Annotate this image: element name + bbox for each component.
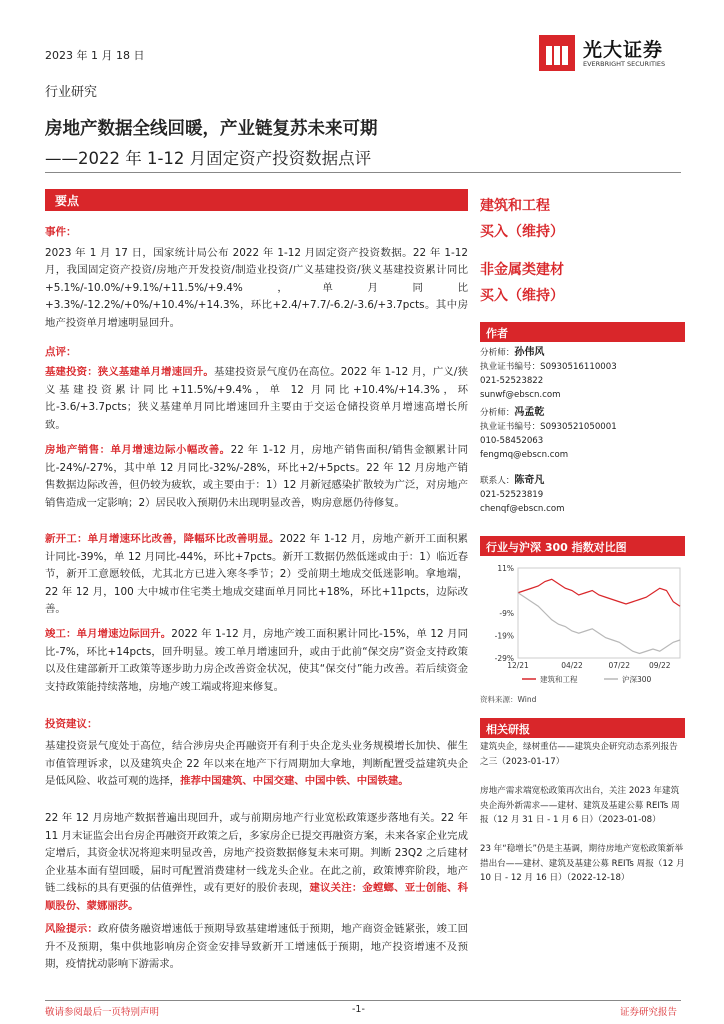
y-tick-label: -29% (494, 654, 514, 663)
x-tick-label: 12/21 (507, 661, 529, 670)
authors-header (480, 322, 685, 342)
chart-plot-frame (518, 568, 680, 658)
y-tick-label: 11% (497, 564, 514, 573)
rating-industry: 建筑和工程 (480, 198, 550, 214)
author-role: 分析师： (480, 408, 515, 418)
legend-label: 沪深300 (622, 675, 652, 684)
keypoints-label: 要点 (55, 194, 80, 208)
risk-label: 风险提示： (45, 923, 98, 935)
author-phone: 021-52523822 (480, 376, 544, 386)
series-line-沪深300 (518, 593, 680, 654)
author-cert: 执业证书编号：S0930516110003 (480, 362, 617, 372)
author-role: 分析师： (480, 348, 515, 358)
paragraph-lead: 基建投资：狭义基建单月增速回升。 (45, 366, 214, 378)
logo-chinese: 光大证券 (583, 39, 664, 61)
invest-text: 22 年 12 月房地产数据普遍出现回升，或与前期房地产行业宽松政策逐步落地有关。22 年 11 月末证监会出台房企再融资开政策之后，多家房企已提交再融资方案，未来各家企业完成定增后，其资金状况将迎来明显改善，房地产投资数据修复未来可期。判断 23Q2 之后建材企业基本面有望回暖，届时可配置消费建材一线龙头企业。在此之前，政策博弈阶段，地产链二线标的具有更强的估值弹性，或有更好的股价表现， (45, 812, 468, 895)
comment-label: 点评： (45, 346, 77, 358)
keypoints-header (45, 189, 468, 211)
invest-recommendation: 推荐中国建筑、中国交建、中国中铁、中国铁建。 (180, 775, 409, 788)
rating-2 (480, 259, 685, 305)
comment-label-wrap (45, 344, 468, 362)
paragraph-infrastructure (45, 364, 468, 434)
rating-value: 买入（维持） (480, 224, 564, 240)
x-tick-label: 07/22 (608, 661, 631, 670)
paragraph-lead: 新开工：单月增速环比改善，降幅环比改善明显。 (45, 533, 280, 545)
author-name: 孙伟风 (514, 347, 545, 358)
chart-header (480, 536, 685, 556)
paragraph-text: 基建投资景气度仍在高位。2022 年 1-12 月，广义/狭义基建投资累计同比+11.5%/+9.4%，单 12 月同比+10.4%/+14.3%，环比-3.6/+3.7pcts；狭义基建单月同比增速回升主要由于交运仓储投资单月增速高增长所致。 (45, 366, 468, 431)
paragraph-text: 2022 年 1-12 月，房地产竣工面积累计同比-15%，单 12 月同比-7%，环比+14pcts，回升明显。竣工单月增速回升，或由于此前“保交房”资金支持政策以及住建部新开工政策等逐步助力房企改善资金状况，使其“保交付”能力改善。若后续资金支持政策能持续落地，房地产竣工端或将迎来修复。 (45, 628, 469, 693)
chart-source: 资料来源：Wind (480, 695, 537, 704)
rating-value: 买入（维持） (480, 288, 564, 304)
invest-paragraph-1 (45, 738, 468, 791)
related-header (480, 718, 685, 738)
everbright-logo-icon (537, 33, 579, 73)
brand-logo (537, 33, 687, 75)
related-label: 相关研报 (486, 723, 530, 736)
x-tick-label: 04/22 (561, 661, 583, 670)
footer-page-number: -1- (352, 1004, 365, 1015)
logo-english: EVERBRIGHT SECURITIES (583, 60, 666, 68)
risk-text: 政府债务融资增速低于预期导致基建增速低于预期，地产商资金链紧张，竣工回升不及预期，集中供地影响房企资金安排导致新开工增速低于预期，地产投资增速不及预期，疫情扰动影响下游需求。 (45, 923, 469, 971)
author-email[interactable]: chenqf@ebscn.com (480, 504, 565, 514)
author-3 (480, 474, 685, 516)
paragraph-text: 2022 年 1-12 月，房地产新开工面积累计同比-39%，单 12 月同比-44%，环比+7pcts。新开工数据仍然低迷或由于：1）临近春节，新开工意愿较低，尤其北方已进入寒冬季节；2）受前期土地成交低迷影响。拿地端，22 年 12 月，100 大中城市住宅类土地成交建面单月同比+18%，环比+11pcts，边际改善。 (45, 533, 469, 616)
invest-label-wrap (45, 716, 468, 734)
y-tick-label: -9% (499, 609, 514, 618)
invest-paragraph-2 (45, 810, 468, 916)
event-section (45, 224, 468, 333)
invest-label: 投资建议： (45, 718, 98, 730)
author-email[interactable]: sunwf@ebscn.com (480, 390, 561, 400)
chart-label: 行业与沪深 300 指数对比图 (486, 541, 627, 554)
author-cert: 执业证书编号：S0930521050001 (480, 422, 617, 432)
report-date: 2023 年 1 月 18 日 (45, 49, 145, 62)
header-divider (45, 172, 681, 173)
author-email[interactable]: fengmq@ebscn.com (480, 450, 569, 460)
series-line-建筑和工程 (518, 579, 680, 606)
author-phone: 021-52523819 (480, 490, 544, 500)
event-text: 2023 年 1 月 17 日，国家统计局公布 2022 年 1-12 月固定资产投资数据。22 年 1-12 月，我国固定资产投资/房地产开发投资/制造业投资/广义基建投资/狭义基建投资累计同比+5.1%/-10.0%/+9.1%/+11.5%/+9.4%，单月同比+3.3%/-12.2%/+0%/+10.4%/+14.3%，环比+2.4/+7.7/-6.2/-3.6/+3.7pcts。其中房地产投资单月增速明显回升。 (45, 246, 468, 329)
performance-chart (480, 560, 685, 692)
rating-industry: 非金属类建材 (480, 262, 564, 278)
related-item[interactable]: 建筑央企，绿树重估——建筑央企研究动态系列报告之三（2023-01-17） (480, 742, 678, 767)
rating-1 (480, 195, 685, 241)
paragraph-lead: 房地产销售：单月增速边际小幅改善。 (45, 444, 231, 456)
invest-recommendation: 建议关注：金螳螂、亚士创能、科顺股份、蒙娜丽莎。 (45, 882, 469, 912)
risk-section (45, 921, 468, 974)
y-tick-label: -19% (494, 631, 514, 641)
x-tick-label: 09/22 (648, 661, 671, 670)
footer-divider (45, 1000, 681, 1001)
author-1 (480, 346, 685, 402)
paragraph-new-starts (45, 531, 468, 619)
report-title: 房地产数据全线回暖，产业链复苏未来可期 (45, 119, 378, 139)
related-item[interactable]: 房地产需求端宽松政策再次出台，关注 2023 年建筑央企海外新需求——建材、建筑及基建公募 REITs 周报（12 月 31 日 - 1 月 6 日）（2023-01-08） (480, 786, 680, 825)
related-item[interactable]: 23 年“稳增长”仍是主基调，期待房地产宽松政策新举措出台——建材、建筑及基建公募 REITs 周报（12 月 10 日 - 12 月 16 日）（2022-12-18） (480, 844, 685, 883)
invest-text: 基建投资景气度处于高位，结合涉房央企再融资开有利于央企龙头业务规模增长加快、催生市值管理诉求，以及建筑央企 22 年以来在地产下行周期加大拿地，判断配置受益建筑央企是低风险、收益可观的选择， (45, 740, 468, 788)
author-phone: 010-58452063 (480, 436, 544, 446)
author-2 (480, 406, 685, 462)
author-name: 冯孟乾 (514, 407, 545, 418)
footer-report-type: 证券研究报告 (620, 1007, 678, 1018)
paragraph-property-sales (45, 442, 468, 512)
author-name: 陈奇凡 (514, 475, 545, 486)
authors-label: 作者 (486, 327, 508, 340)
author-role: 联系人： (480, 476, 515, 486)
paragraph-text: 22 年 1-12 月，房地产销售面积/销售金额累计同比-24%/-27%，其中单 12 月同比-32%/-28%，环比+2/+5pcts。22 年 12 月房地产销售数据边际改善，但仍较为疲软，或主要由于：1）12 月新冠感染扩散较为广泛，对房地产销售造成一定影响；2）居民收入预期仍未出现明显改善，购房意愿仍待修复。 (45, 444, 469, 509)
legend-label: 建筑和工程 (540, 675, 578, 684)
report-category: 行业研究 (45, 85, 98, 100)
event-label: 事件： (45, 226, 77, 238)
footer-disclaimer[interactable]: 敬请参阅最后一页特别声明 (45, 1007, 160, 1018)
paragraph-completion (45, 626, 468, 696)
paragraph-lead: 竣工：单月增速边际回升。 (45, 628, 172, 640)
report-subtitle: ——2022 年 1-12 月固定资产投资数据点评 (45, 149, 372, 168)
